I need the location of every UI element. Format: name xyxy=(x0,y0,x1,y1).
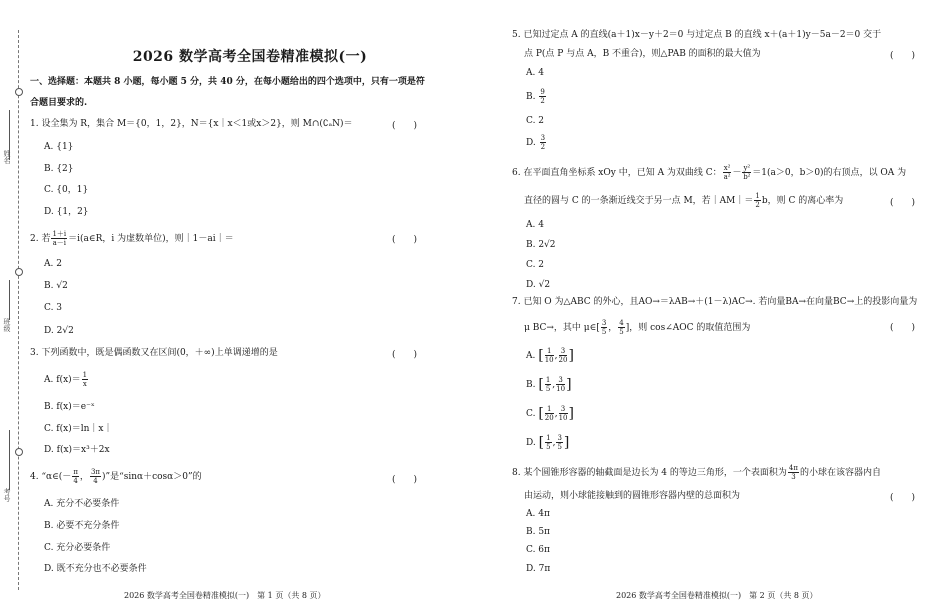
denominator: 5 xyxy=(545,385,551,393)
numerator: x² xyxy=(723,164,731,172)
denominator: 10 xyxy=(544,356,554,364)
option: A. [ $\frac{1}{10}$ , $\frac{3}{20}$ ] xyxy=(526,347,574,364)
bracket: ] xyxy=(568,347,574,364)
binding-strip xyxy=(0,0,24,610)
answer-paren: ( ) xyxy=(890,51,916,61)
fraction xyxy=(559,347,568,364)
denominator: 20 xyxy=(544,414,554,422)
question-1: 1. 设全集为 R，集合 M＝{0，1，2}，N＝{x｜x＜1或x＞2}，则 M∩(∁ₐN)＝ xyxy=(30,119,353,129)
fraction xyxy=(556,376,565,393)
fraction xyxy=(742,164,751,181)
binding-hole xyxy=(15,88,23,96)
fraction xyxy=(545,347,554,364)
option: B. 5π xyxy=(526,527,550,537)
numerator: 1＋i xyxy=(52,230,67,238)
option: A. 2 xyxy=(44,259,62,269)
denominator: 2 xyxy=(755,201,760,209)
option-label: D. xyxy=(526,438,536,448)
q4-prefix: 4. “α∈(－ xyxy=(30,472,72,482)
bracket: [ xyxy=(538,405,544,422)
fraction xyxy=(72,468,79,485)
option xyxy=(526,88,547,105)
numerator: 3 xyxy=(557,434,562,442)
option: D. √2 xyxy=(526,280,551,290)
fill-line xyxy=(9,280,10,320)
fraction xyxy=(545,405,554,422)
question-8-line1 xyxy=(512,464,881,481)
q4-suffix: )”是“sinα＋cosα＞0”的 xyxy=(102,472,202,482)
q6-line2-suffix: b，则 C 的离心率为 xyxy=(761,196,844,206)
numerator: 1 xyxy=(545,405,554,414)
q6-suffix: ＝1(a＞0，b＞0)的右顶点，以 OA 为 xyxy=(752,168,907,178)
numerator: 3 xyxy=(559,405,568,414)
bracket: ] xyxy=(568,405,574,422)
minus-sign: － xyxy=(732,168,742,178)
q8-prefix: 8. 某个圆锥形容器的轴截面是边长为 4 的等边三角形，一个表面积为 xyxy=(512,468,787,478)
denominator: 5 xyxy=(557,443,562,451)
numerator: 3π xyxy=(90,468,100,476)
fraction xyxy=(601,319,607,336)
binding-hole xyxy=(15,268,23,276)
option: D. 既不充分也不必要条件 xyxy=(44,564,147,574)
denominator: 5 xyxy=(546,443,551,451)
option: B. f(x)＝e⁻ˣ xyxy=(44,402,95,412)
option-label: C. xyxy=(526,409,536,419)
fraction xyxy=(545,434,551,451)
option: C. 6π xyxy=(526,545,550,555)
numerator: 1 xyxy=(82,371,88,379)
numerator: 3 xyxy=(540,134,546,142)
q6-line2-prefix: 直径的圆与 C 的一条渐近线交于另一点 M，若｜AM｜＝ xyxy=(524,196,754,206)
option: C. f(x)＝ln｜x｜ xyxy=(44,424,113,434)
numerator: 1 xyxy=(755,192,760,200)
right-page xyxy=(476,0,952,610)
q7-suffix: ]，则 cos∠AOC 的取值范围为 xyxy=(625,323,751,333)
binding-label-name: 姓名 xyxy=(3,150,11,164)
fraction xyxy=(51,230,67,247)
question-6-line1 xyxy=(512,164,906,181)
fraction xyxy=(723,164,732,181)
question-5-line2: 点 P(点 P 与点 A，B 不重合)，则△PAB 的面积的最大值为 xyxy=(524,49,761,59)
denominator: 2 xyxy=(540,97,545,105)
option: A. 充分不必要条件 xyxy=(44,499,120,509)
fraction xyxy=(540,134,546,151)
bracket: ] xyxy=(566,376,572,393)
q2-prefix: 2. 若 xyxy=(30,234,51,244)
option: D. 2√2 xyxy=(44,326,74,336)
denominator: a－i xyxy=(52,239,67,247)
denominator: 2 xyxy=(540,143,546,151)
question-6-line2 xyxy=(524,192,843,209)
fraction xyxy=(545,376,551,393)
fraction xyxy=(82,371,88,388)
denominator: 20 xyxy=(558,356,568,364)
option: C. 2 xyxy=(526,260,545,270)
denominator: a² xyxy=(723,173,731,181)
option-prefix: A. f(x)＝ xyxy=(44,375,81,385)
denominator: 5 xyxy=(601,328,607,336)
option: C. {0，1} xyxy=(44,185,89,195)
option-label: A. xyxy=(526,351,536,361)
numerator: 4π xyxy=(788,464,798,472)
option: B. 2√2 xyxy=(526,240,556,250)
option: C. 3 xyxy=(44,303,63,313)
question-4 xyxy=(30,468,202,485)
page-footer: 2026 数学高考全国卷精准模拟(一) 第 1 页（共 8 页） xyxy=(124,591,326,600)
question-7-line1: 7. 已知 O 为△ABC 的外心，且AO→＝λAB→＋(1－λ)AC→. 若向量BA→在向量BC→上的投影向量为 xyxy=(512,297,918,307)
bracket: [ xyxy=(538,376,544,393)
fraction xyxy=(556,434,562,451)
option xyxy=(526,134,547,151)
option: D. [ $\frac{1}{5}$ , $\frac{3}{5}$ ] xyxy=(526,434,570,451)
option: A. {1} xyxy=(44,142,74,152)
question-7-line2 xyxy=(524,319,750,336)
q2-suffix: ＝i(a∈R，i 为虚数单位)，则｜1－ai｜＝ xyxy=(68,234,234,244)
option: A. 4 xyxy=(526,220,544,230)
numerator: y² xyxy=(743,164,751,172)
numerator: 3 xyxy=(601,319,607,327)
denominator: 4 xyxy=(93,477,98,485)
option: A. 4 xyxy=(526,68,544,78)
option: D. 7π xyxy=(526,564,551,574)
option: B. [ $\frac{1}{5}$ , $\frac{3}{10}$ ] xyxy=(526,376,572,393)
option: D. f(x)＝x³＋2x xyxy=(44,445,110,455)
numerator: 1 xyxy=(545,347,554,356)
denominator: b² xyxy=(743,173,751,181)
denominator: 10 xyxy=(556,385,566,393)
numerator: π xyxy=(73,468,78,476)
answer-paren: ( ) xyxy=(392,475,418,485)
page-footer: 2026 数学高考全国卷精准模拟(一) 第 2 页（共 8 页） xyxy=(616,591,818,600)
option: B. {2} xyxy=(44,164,74,174)
numerator: 1 xyxy=(546,434,551,442)
binding-label-id: 考号 xyxy=(3,488,11,502)
answer-paren: ( ) xyxy=(392,350,418,360)
q4-comma: ， xyxy=(79,472,89,482)
option: B. √2 xyxy=(44,281,68,291)
bracket: [ xyxy=(538,347,544,364)
option xyxy=(44,371,89,388)
fraction xyxy=(618,319,624,336)
answer-paren: ( ) xyxy=(890,198,916,208)
section-header-line1: 一、选择题：本题共 8 小题，每小题 5 分，共 40 分，在每小题给出的四个选项中，只有一项是符 xyxy=(30,77,425,87)
denominator: 3 xyxy=(791,473,796,481)
answer-paren: ( ) xyxy=(392,121,418,131)
denominator: 5 xyxy=(619,328,624,336)
fraction xyxy=(539,88,545,105)
option: C. 充分必要条件 xyxy=(44,543,111,553)
option: A. 4π xyxy=(526,509,550,519)
fraction xyxy=(788,464,799,481)
fraction xyxy=(559,405,568,422)
numerator: 4 xyxy=(619,319,624,327)
q7-prefix: μ BC→，其中 μ∈[ xyxy=(524,323,600,333)
answer-paren: ( ) xyxy=(392,235,418,245)
question-3: 3. 下列函数中，既是偶函数又在区间(0，＋∞)上单调递增的是 xyxy=(30,348,278,358)
option-prefix: B. xyxy=(526,92,536,102)
fraction xyxy=(90,468,101,485)
q8-suffix: 的小球在该容器内自 xyxy=(799,468,881,478)
option: D. {1，2} xyxy=(44,207,89,217)
option-prefix: D. xyxy=(526,138,536,148)
numerator: 1 xyxy=(545,376,551,384)
answer-paren: ( ) xyxy=(890,323,916,333)
bracket: ] xyxy=(563,434,570,451)
page-title: 2026 数学高考全国卷精准模拟(一) xyxy=(132,49,368,65)
comma: ， xyxy=(608,323,618,333)
option: C. [ $\frac{1}{20}$ , $\frac{3}{10}$ ] xyxy=(526,405,574,422)
question-8-line2: 由运动，则小球能接触到的圆锥形容器内壁的总面积为 xyxy=(524,491,741,501)
denominator: 4 xyxy=(73,477,78,485)
option: B. 必要不充分条件 xyxy=(44,521,120,531)
bracket: [ xyxy=(538,434,545,451)
fraction xyxy=(754,192,760,209)
binding-hole xyxy=(15,448,23,456)
question-5-line1: 5. 已知过定点 A 的直线(a＋1)x－y＋2＝0 与过定点 B 的直线 x＋(a＋1)y－5a－2＝0 交于 xyxy=(512,30,882,40)
option: C. 2 xyxy=(526,116,545,126)
numerator: 3 xyxy=(559,347,568,356)
binding-label-class: 班级 xyxy=(3,318,11,332)
numerator: 3 xyxy=(556,376,565,385)
question-2 xyxy=(30,230,234,247)
answer-paren: ( ) xyxy=(890,493,916,503)
section-header-line2: 合题目要求的. xyxy=(30,98,88,108)
numerator: 9 xyxy=(540,88,545,96)
fill-line xyxy=(9,430,10,490)
q6-prefix: 6. 在平面直角坐标系 xOy 中，已知 A 为双曲线 C： xyxy=(512,168,722,178)
option-label: B. xyxy=(526,380,536,390)
cut-line xyxy=(18,30,19,590)
denominator: 10 xyxy=(558,414,568,422)
denominator: x xyxy=(82,380,87,388)
